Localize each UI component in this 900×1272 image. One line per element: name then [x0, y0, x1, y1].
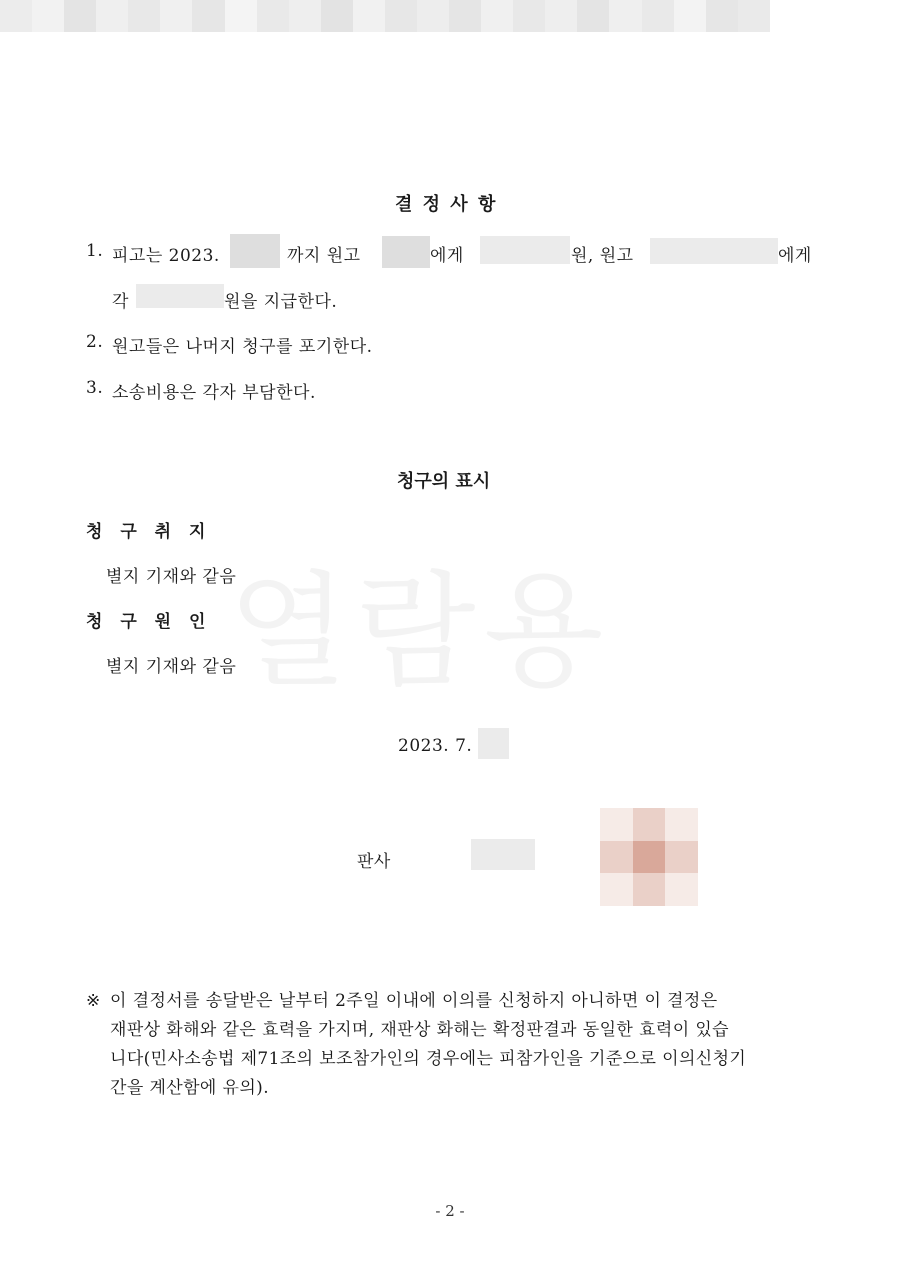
redacted-header-bar	[0, 0, 770, 32]
claim-cause-text: 별지 기재와 같음	[106, 657, 237, 677]
redacted-day	[478, 728, 509, 759]
item1-text-d: 원, 원고	[571, 246, 634, 266]
item1-text-e: 에게	[778, 246, 812, 266]
decision-date: 2023. 7.	[398, 736, 473, 756]
notice-line-2: 재판상 화해와 같은 효력을 가지며, 재판상 화해는 확정판결과 동일한 효력이 있습	[110, 1020, 729, 1040]
claim-cause-heading: 청 구 원 인	[86, 612, 212, 632]
judge-label: 판사	[357, 852, 391, 872]
notice-line-1: 이 결정서를 송달받은 날부터 2주일 이내에 이의를 신청하지 아니하면 이 결정은	[110, 991, 718, 1011]
item2-number: 2.	[86, 332, 104, 352]
item1-number: 1.	[86, 241, 104, 261]
item3-number: 3.	[86, 378, 104, 398]
notice-line-3: 니다(민사소송법 제71조의 보조참가인의 경우에는 피참가인을 기준으로 이의신청기	[110, 1049, 747, 1069]
notice-line-4: 간을 계산함에 유의).	[110, 1078, 270, 1098]
item3-text: 소송비용은 각자 부담한다.	[112, 383, 316, 403]
item1-text-c: 에게	[430, 246, 464, 266]
page-number: - 2 -	[435, 1202, 465, 1220]
item1-text-line2-a: 각	[112, 292, 129, 312]
claim-title: 청구의 표시	[397, 471, 491, 492]
item1-text-b: 까지 원고	[287, 246, 361, 266]
notice-mark: ※	[86, 991, 101, 1011]
redacted-date	[230, 234, 280, 268]
court-seal	[600, 808, 698, 906]
watermark: 열람용	[228, 560, 612, 704]
redacted-plaintiff-name	[382, 236, 430, 268]
redacted-plaintiff-names	[650, 238, 778, 264]
item2-text: 원고들은 나머지 청구를 포기한다.	[112, 337, 373, 357]
decision-title: 결 정 사 항	[395, 194, 498, 215]
item1-text-a: 피고는 2023.	[112, 246, 220, 266]
item1-text-line2-b: 원을 지급한다.	[224, 292, 338, 312]
redacted-amount-each	[136, 284, 224, 308]
redacted-judge-name	[471, 839, 535, 870]
claim-purpose-text: 별지 기재와 같음	[106, 567, 237, 587]
redacted-amount	[480, 236, 570, 264]
claim-purpose-heading: 청 구 취 지	[86, 522, 212, 542]
